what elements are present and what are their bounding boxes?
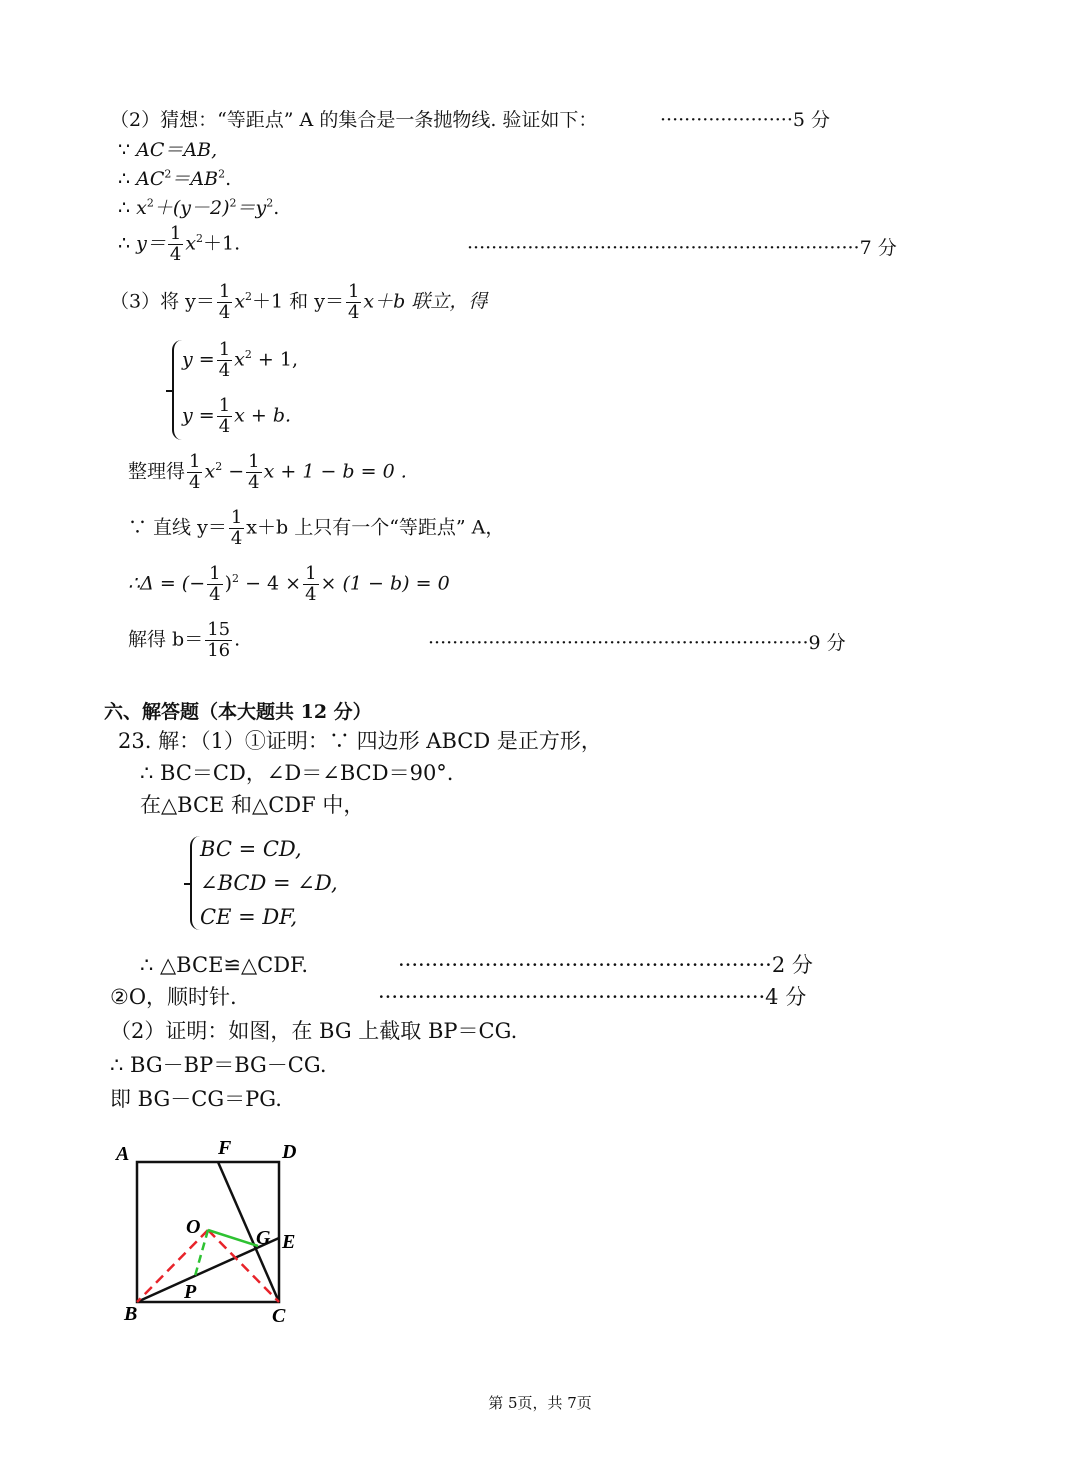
page-number: 第 5页，共 7页 [488, 1394, 592, 1412]
score-line-5: ······················5 分 [660, 109, 831, 131]
label-g: G [256, 1227, 271, 1249]
solve-line: 解得 b＝ $\frac{15}{16}$ . [128, 619, 241, 661]
line-condition: ∵ 直线 y＝ $\frac{1}{4}$ x＋b 上只有一个“等距点” A， [128, 507, 505, 549]
proof-step-1: ∴ BG－BP＝BG－CG. [110, 1053, 327, 1077]
score-2: 2 分 [771, 953, 813, 977]
eq-ac-ab: AC＝AB, [136, 139, 218, 161]
therefore-line-3: ∴ y＝ $\frac{1}{4}$ $x^2+1$. [118, 223, 241, 265]
label-b: B [124, 1303, 138, 1325]
geometry-figure [110, 1130, 330, 1330]
proof-step-2: 即 BG－CG＝PG. [110, 1087, 282, 1111]
guess-text: （2）猜想：“等距点” A 的集合是一条抛物线. 验证如下： [110, 109, 598, 131]
score-5: 5 分 [792, 109, 831, 131]
fraction-15-16: $\frac{15}{16}$ [207, 619, 231, 661]
part2-answer: ②O，顺时针. [110, 985, 237, 1009]
therefore-line-1: ∴ $AC^2=AB^2$. [118, 167, 232, 190]
label-o: O [186, 1216, 201, 1238]
sys2-eq-2: ∠BCD = ∠D, [200, 871, 338, 895]
label-e: E [282, 1231, 296, 1253]
delta-line: ∴Δ = (− $\frac{1}{4}$ )$^2$ − 4 × $\frac{1}{4}$ × (1 − b) = 0 [128, 563, 450, 605]
label-f: F [218, 1137, 232, 1159]
fraction-1-4: $\frac{1}{4}$ [169, 223, 182, 265]
system-brace-1 [172, 340, 182, 440]
system-brace-2 [190, 836, 200, 930]
q23-line: 23. 解：（1）①证明：∵ 四边形 ABCD 是正方形， [118, 729, 602, 753]
sys2-eq-1: BC = CD, [200, 837, 302, 861]
page-footer [0, 1392, 1080, 1413]
score-4: 4 分 [765, 985, 807, 1009]
therefore-line-2: ∴ $x^2+(y-2)^2=y^2$. [118, 196, 280, 219]
sys2-eq-3: CE = DF, [200, 905, 298, 929]
score-line-4: ··························································4 分 [378, 985, 807, 1009]
label-d: D [282, 1141, 297, 1163]
congruence-line: ∴ △BCE≌△CDF. [140, 953, 309, 977]
score-line-7: ·································································7 分 [467, 237, 897, 259]
part3-intro: （3）将 y＝ $\frac{1}{4}$ $x^2+1$ 和 y＝ $\frac{1}{4}$ x＋b 联立，得 [110, 281, 488, 323]
score-7: 7 分 [859, 237, 897, 259]
proof-line: （2）证明：如图，在 BG 上截取 BP＝CG. [110, 1019, 518, 1043]
segment-ob [137, 1230, 208, 1302]
label-c: C [272, 1305, 286, 1327]
q23-triangles: 在△BCE 和△CDF 中， [140, 793, 365, 817]
label-p: P [184, 1281, 197, 1303]
section-heading: 六、解答题（本大题共 12 分） [104, 701, 372, 723]
system-eq-1: y = $\frac{1}{4}$ $x^2 + 1$, [182, 339, 299, 381]
score-line-9: ·······························································9 分 [428, 632, 846, 654]
score-9: 9 分 [808, 632, 846, 654]
because-line-1: ∵ AC＝AB, [118, 139, 218, 161]
score-line-2: ························································2 分 [398, 953, 813, 977]
guess-line [110, 108, 597, 132]
system-eq-2: y = $\frac{1}{4}$ x + b. [182, 395, 292, 437]
label-a: A [116, 1143, 130, 1165]
q23-therefore-1: ∴ BC＝CD，∠D＝∠BCD＝90°. [140, 761, 454, 785]
simplify-line: 整理得 $\frac{1}{4}$ $x^2$ − $\frac{1}{4}$ x + 1 − b = 0 . [128, 451, 407, 493]
